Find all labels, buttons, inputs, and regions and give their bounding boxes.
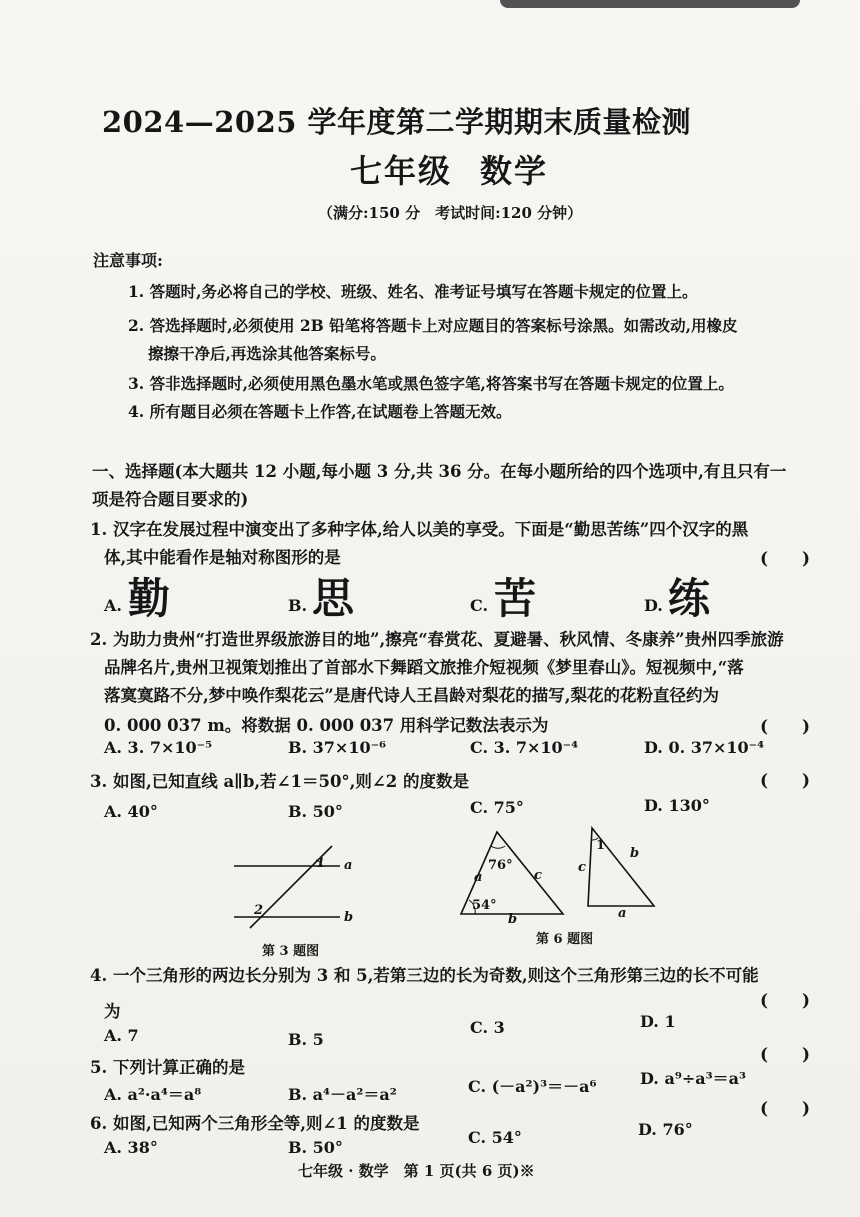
notice-item: 擦擦干净后,再选涂其他答案标号。	[148, 344, 386, 363]
figure-6-triangle-right	[582, 822, 658, 912]
answer-parens: ( )	[760, 1099, 811, 1119]
option: B. 37×10⁻⁶	[288, 738, 387, 757]
question-4: 4. 一个三角形的两边长分别为 3 和 5,若第三边的长为奇数,则这个三角形第三边的长不可能	[90, 966, 759, 985]
option-char: 苦	[494, 574, 537, 623]
notice-item: 3. 答非选择题时,必须使用黑色墨水笔或黑色签字笔,将答案书写在答题卡规定的位置上。	[128, 374, 734, 393]
section-heading-cont: 项是符合题目要求的)	[92, 490, 249, 509]
question-2-cont: 落寞寞路不分,梦中唤作梨花云”是唐代诗人王昌龄对梨花的描写,梨花的花粉直径约为	[104, 686, 719, 705]
figure-3-caption: 第 3 题图	[262, 944, 320, 959]
question-3: 3. 如图,已知直线 a∥b,若∠1＝50°,则∠2 的度数是	[90, 772, 469, 791]
option-char: 练	[668, 574, 711, 623]
option: C. 54°	[468, 1128, 522, 1147]
option: D. 0. 37×10⁻⁴	[644, 738, 765, 757]
notice-item: 4. 所有题目必须在答题卡上作答,在试题卷上答题无效。	[128, 402, 512, 421]
option: D. 1	[640, 1012, 676, 1031]
fig6-angle-top: 76°	[488, 858, 513, 873]
option: C. 3	[470, 1018, 505, 1037]
option: C. (－a²)³＝－a⁶	[468, 1077, 597, 1096]
option: D. 76°	[638, 1120, 693, 1139]
fig6-angle-bottom: 54°	[472, 898, 497, 913]
fig3-label-two: 2	[254, 903, 264, 918]
option-char: 思	[312, 574, 355, 623]
option: A. 3. 7×10⁻⁵	[104, 738, 213, 757]
fig6-right-side-b: b	[630, 846, 640, 861]
question-4-cont: 为	[104, 1002, 121, 1021]
scan-edge	[500, 0, 800, 8]
fig6-left-side-a: a	[474, 870, 483, 885]
option-label: B.	[288, 596, 308, 615]
option: B. 50°	[288, 1138, 343, 1157]
option: B. 5	[288, 1030, 324, 1049]
exam-meta: （满分:150 分 考试时间:120 分钟）	[318, 204, 583, 222]
option: A. 40°	[104, 802, 158, 821]
option: C. 3. 7×10⁻⁴	[470, 738, 579, 757]
question-2-cont: 品牌名片,贵州卫视策划推出了首部水下舞蹈文旅推介短视频《梦里春山》。短视频中,“落	[104, 658, 744, 677]
fig6-right-side-c: c	[578, 860, 586, 875]
notice-item: 1. 答题时,务必将自己的学校、班级、姓名、准考证号填写在答题卡规定的位置上。	[128, 282, 698, 301]
question-1-cont: 体,其中能看作是轴对称图形的是	[104, 548, 341, 567]
option: B. 50°	[288, 802, 343, 821]
option: D. 130°	[644, 796, 710, 815]
fig3-label-a: a	[344, 858, 353, 873]
question-1: 1. 汉字在发展过程中演变出了多种字体,给人以美的享受。下面是“勤思苦练”四个汉字的黑	[90, 520, 749, 539]
section-heading: 一、选择题(本大题共 12 小题,每小题 3 分,共 36 分。在每小题所给的四个选项中,有且只有一	[92, 462, 787, 481]
fig3-label-b: b	[344, 910, 354, 925]
answer-parens: ( )	[760, 991, 811, 1011]
answer-parens: ( )	[760, 549, 811, 569]
subject-label: 数学	[480, 152, 549, 190]
question-2: 2. 为助力贵州“打造世界级旅游目的地”,擦亮“春赏花、夏避暑、秋风情、冬康养”贵州四季旅游	[90, 630, 784, 649]
page-title: 2024—2025 学年度第二学期期末质量检测	[102, 105, 692, 139]
notice-item: 2. 答选择题时,必须使用 2B 铅笔将答题卡上对应题目的答案标号涂黑。如需改动,用橡皮	[128, 316, 738, 335]
page-footer: 七年级 · 数学 第 1 页(共 6 页)※	[298, 1162, 535, 1180]
option: A. a²·a⁴＝a⁸	[104, 1085, 202, 1104]
option: C. 75°	[470, 798, 524, 817]
fig6-left-side-c: c	[534, 868, 542, 883]
option: D. a⁹÷a³＝a³	[640, 1069, 746, 1088]
grade-label: 七年级	[350, 152, 453, 190]
option-label: C.	[470, 596, 489, 615]
option-label: A.	[104, 596, 122, 615]
question-5: 5. 下列计算正确的是	[90, 1058, 245, 1077]
option: B. a⁴－a²＝a²	[288, 1085, 397, 1104]
notice-heading: 注意事项:	[93, 251, 163, 270]
fig3-label-one: 1	[316, 856, 326, 871]
fig6-right-angle-one: 1	[596, 838, 606, 853]
answer-parens: ( )	[760, 717, 811, 737]
option: A. 7	[104, 1026, 139, 1045]
answer-parens: ( )	[760, 1045, 811, 1065]
question-2-cont: 0. 000 037 m。将数据 0. 000 037 用科学记数法表示为	[104, 716, 549, 735]
figure-6-caption: 第 6 题图	[536, 932, 594, 947]
answer-parens: ( )	[760, 771, 811, 791]
option-label: D.	[644, 596, 663, 615]
fig6-right-side-a: a	[618, 906, 627, 921]
option: A. 38°	[104, 1138, 158, 1157]
question-6: 6. 如图,已知两个三角形全等,则∠1 的度数是	[90, 1114, 420, 1133]
page-subtitle	[350, 146, 548, 192]
option-char: 勤	[128, 574, 171, 623]
fig6-left-side-b: b	[508, 912, 518, 927]
